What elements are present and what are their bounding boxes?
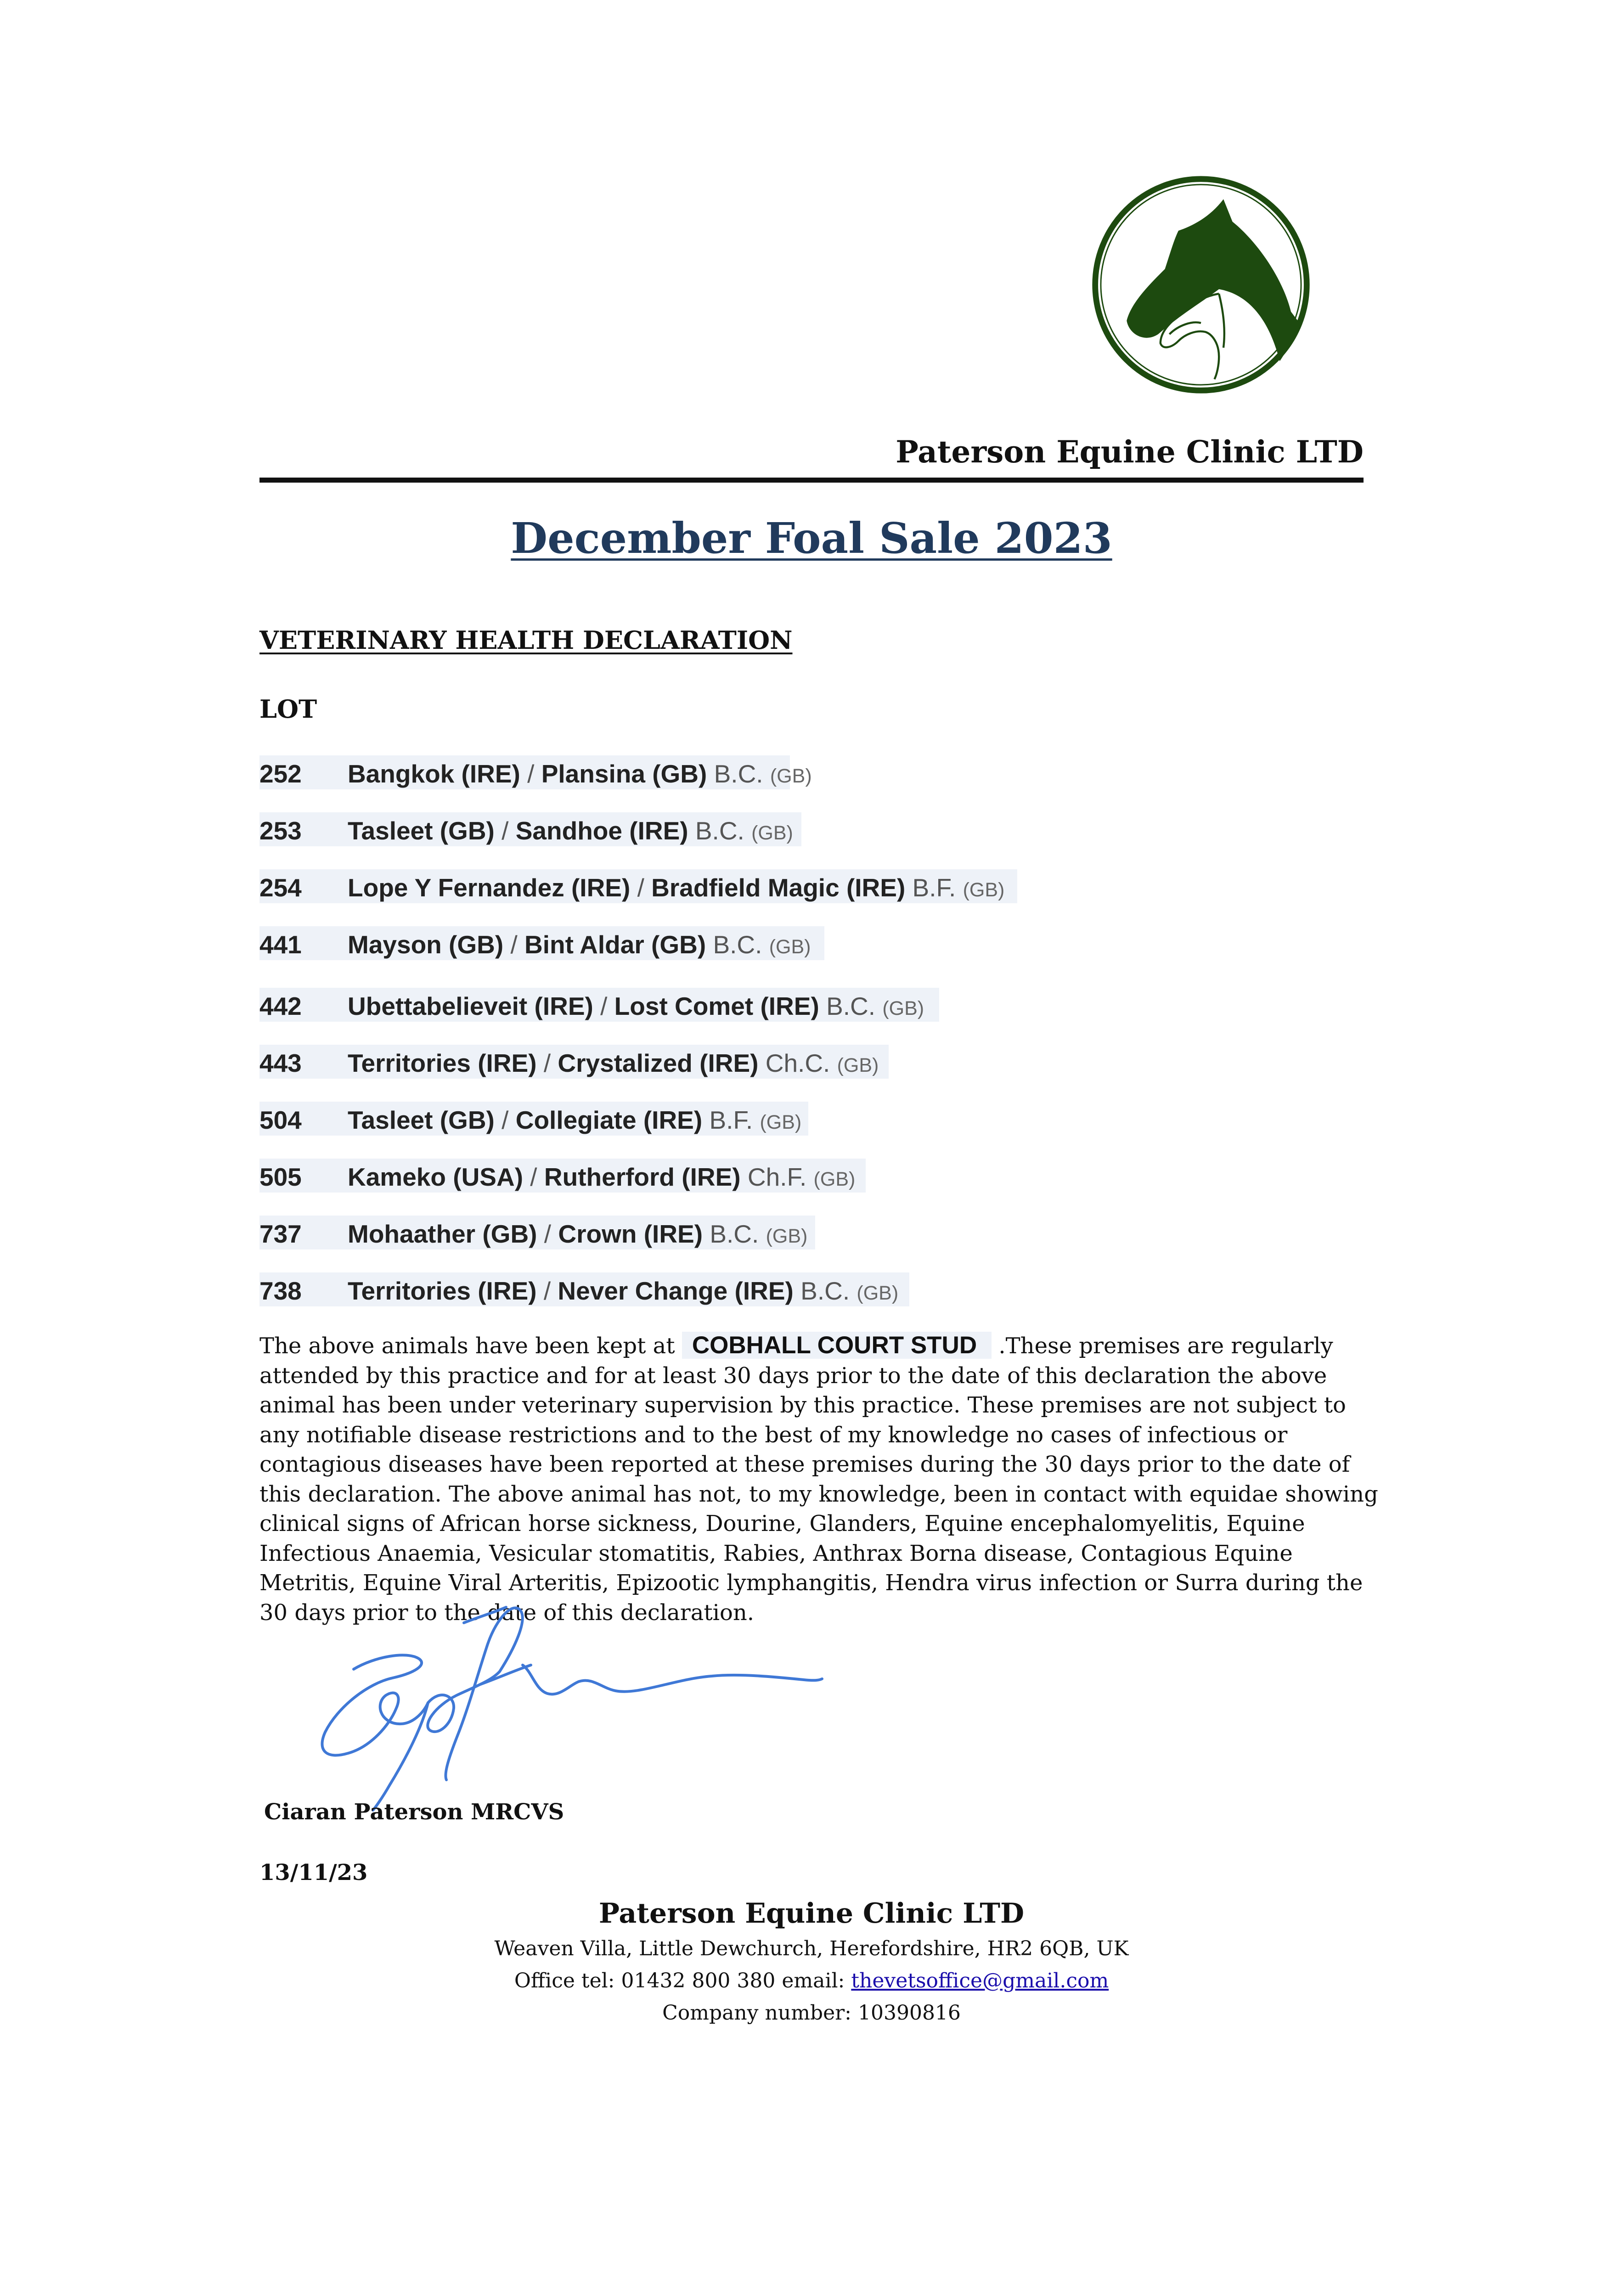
lot-number: 441 [259,930,302,959]
lot-number: 442 [259,992,302,1020]
lot-description: Lope Y Fernandez (IRE) / Bradfield Magic (IRE) B.F. (GB) [348,873,1005,902]
declaration-lead: The above animals have been kept at [259,1333,675,1359]
sex-code: B.F. [709,1106,753,1134]
sex-code: B.C. [714,760,763,788]
origin-code: (GB) [766,1225,808,1247]
dam-name: Collegiate (IRE) [515,1106,703,1134]
lot-list [259,755,1408,1329]
lot-number: 254 [259,873,302,902]
lot-row [259,869,1408,926]
sire-name: Tasleet (GB) [348,1106,495,1134]
sex-code: B.C. [695,816,744,845]
horse-logo [1088,172,1313,397]
footer-contact [0,1965,1623,1997]
origin-code: (GB) [837,1054,879,1076]
origin-code: (GB) [751,822,793,844]
lot-heading: LOT [259,694,317,724]
lot-number: 504 [259,1106,302,1134]
footer-address: Weaven Villa, Little Dewchurch, Herefordshire, HR2 6QB, UK [494,1937,1129,1960]
origin-code: (GB) [857,1282,899,1304]
lot-number: 443 [259,1049,302,1077]
footer-office-tel: Office tel: 01432 800 380 email: [514,1969,851,1992]
lot-row [259,1102,1408,1159]
origin-code: (GB) [770,765,812,787]
lot-row [259,1272,1408,1329]
signatory-name: Ciaran Paterson MRCVS [264,1799,564,1825]
lot-description: Tasleet (GB) / Collegiate (IRE) B.F. (GB) [348,1106,802,1134]
origin-code: (GB) [760,1111,802,1133]
lot-row [259,1216,1408,1272]
dam-name: Crown (IRE) [558,1220,703,1248]
lot-row [259,988,1408,1045]
dam-name: Rutherford (IRE) [544,1163,741,1191]
section-heading: VETERINARY HEALTH DECLARATION [259,625,793,655]
sex-code: B.C. [713,930,762,959]
sire-name: Bangkok (IRE) [348,760,520,788]
sire-name: Territories (IRE) [348,1049,537,1077]
sire-name: Mayson (GB) [348,930,504,959]
dam-name: Plansina (GB) [541,760,707,788]
lot-number: 252 [259,760,302,788]
dam-name: Never Change (IRE) [558,1277,794,1305]
lot-row [259,1159,1408,1216]
lot-description: Kameko (USA) / Rutherford (IRE) Ch.F. (GB) [348,1163,856,1191]
lot-row [259,812,1408,869]
sex-code: B.C. [826,992,876,1020]
sex-code: B.C. [710,1220,759,1248]
sex-code: B.C. [800,1277,850,1305]
sire-name: Tasleet (GB) [348,816,495,845]
lot-row [259,1045,1408,1102]
sire-name: Lope Y Fernandez (IRE) [348,873,631,902]
sex-code: Ch.C. [765,1049,830,1077]
origin-code: (GB) [813,1168,856,1190]
origin-code: (GB) [882,997,924,1019]
lot-number: 738 [259,1277,302,1305]
origin-code: (GB) [769,936,811,958]
sire-name: Ubettabelieveit (IRE) [348,992,593,1020]
lot-description: Ubettabelieveit (IRE) / Lost Comet (IRE) B.C. (GB) [348,992,924,1020]
signature-image [299,1575,877,1814]
sex-code: Ch.F. [747,1163,807,1191]
footer-company-number: Company number: 10390816 [662,2001,961,2025]
lot-description: Mayson (GB) / Bint Aldar (GB) B.C. (GB) [348,930,811,959]
lot-description: Territories (IRE) / Crystalized (IRE) Ch.C. (GB) [348,1049,879,1077]
dam-name: Bint Aldar (GB) [524,930,706,959]
sex-code: B.F. [912,873,956,902]
declaration-body: .These premises are regularly attended by this practice and for at least 30 days prior to the date of this declaration the above animal has been under veterinary supervision by this practice. These premises are not subject to any notifiable disease restrictions and to the best of my knowledge no cases of infectious or contagious diseases have been reported at these premises during the 30 days prior to the date of this declaration. The above animal has not, to my knowledge, been in contact with equidae showing clinical signs of African horse sickness, Dourine, Glanders, Equine encephalomyelitis, Equine Infectious Anaemia, Vesicular stomatitis, Rabies, Anthrax Borna disease, Contagious Equine Metritis, Equine Viral Arteritis, Epizootic lymphangitis, Hendra virus infection or Surra during the 30 days prior to the date of this declaration. [259,1333,1378,1626]
sire-name: Mohaather (GB) [348,1220,537,1248]
email-link[interactable]: thevetsoffice@gmail.com [851,1969,1109,1992]
document-title: December Foal Sale 2023 [511,513,1112,563]
lot-number: 253 [259,816,302,845]
dam-name: Bradfield Magic (IRE) [651,873,906,902]
lot-number: 505 [259,1163,302,1191]
header-rule [259,478,1364,483]
premises-name: COBHALL COURT STUD [682,1332,992,1359]
declaration-date: 13/11/23 [259,1860,368,1885]
dam-name: Lost Comet (IRE) [614,992,819,1020]
clinic-name-header: Paterson Equine Clinic LTD [896,434,1364,470]
sire-name: Territories (IRE) [348,1277,537,1305]
dam-name: Sandhoe (IRE) [515,816,688,845]
lot-description: Territories (IRE) / Never Change (IRE) B.C. (GB) [348,1277,899,1305]
dam-name: Crystalized (IRE) [558,1049,759,1077]
footer-clinic-name: Paterson Equine Clinic LTD [598,1897,1025,1930]
lot-number: 737 [259,1220,302,1248]
lot-description: Tasleet (GB) / Sandhoe (IRE) B.C. (GB) [348,816,793,845]
origin-code: (GB) [963,879,1005,901]
lot-row [259,926,1408,988]
lot-description: Bangkok (IRE) / Plansina (GB) B.C. (GB) [348,760,812,788]
lot-row [259,755,1408,812]
lot-description: Mohaather (GB) / Crown (IRE) B.C. (GB) [348,1220,808,1248]
sire-name: Kameko (USA) [348,1163,524,1191]
footer [0,1894,1623,2029]
